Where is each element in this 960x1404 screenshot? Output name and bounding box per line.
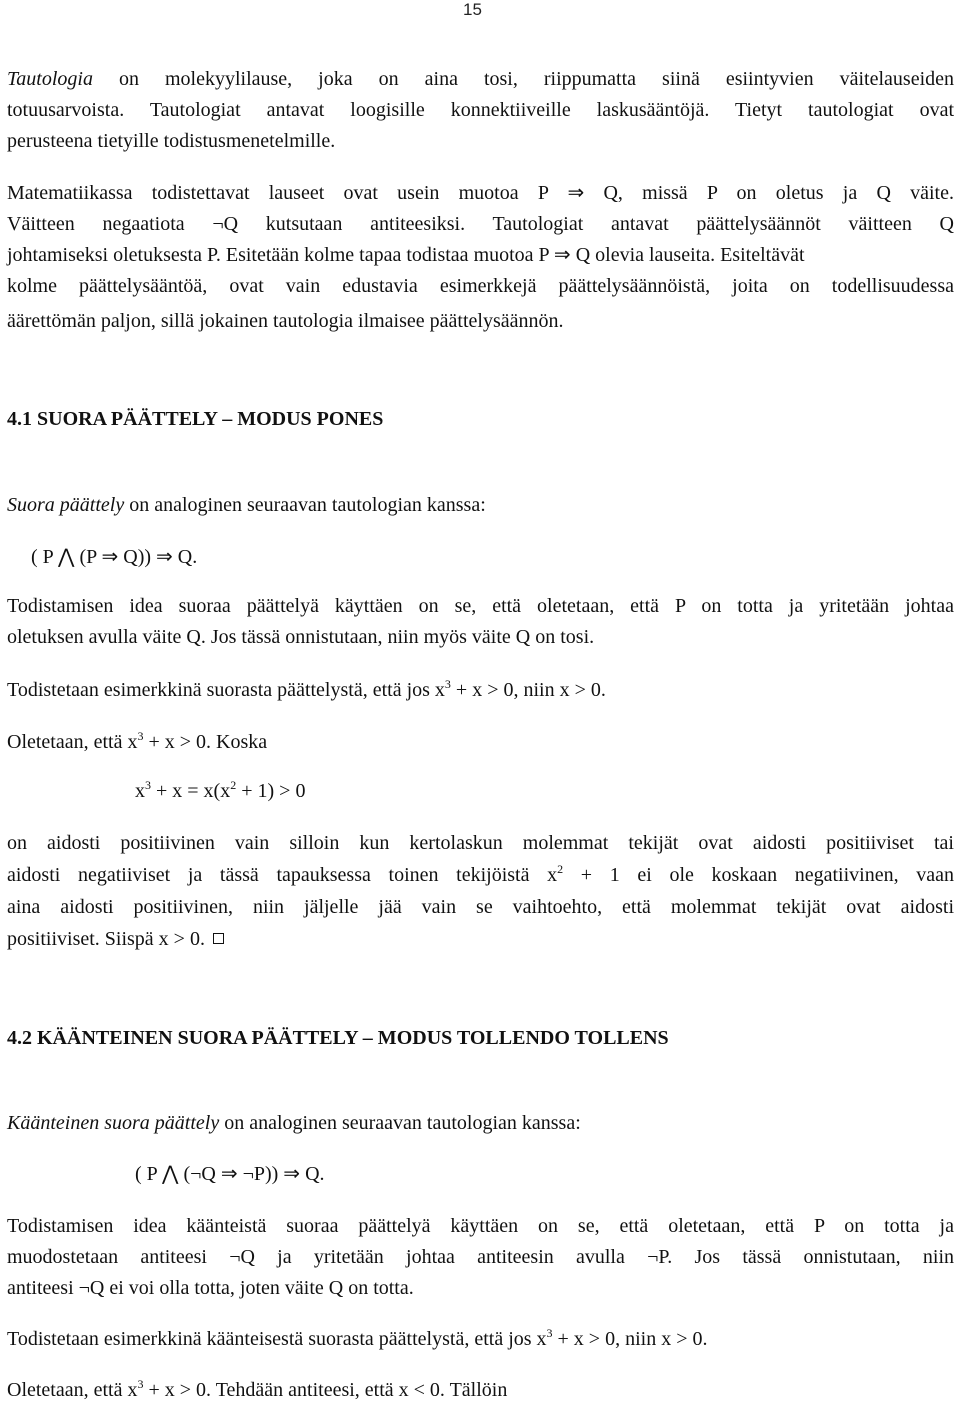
section1-formula: ( P ⋀ (P ⇒ Q)) ⇒ Q. bbox=[31, 546, 198, 568]
text: Todistetaan esimerkkinä suorasta päättelystä, että jos x bbox=[7, 679, 445, 701]
section2-example-statement bbox=[7, 1326, 954, 1352]
superscript: 3 bbox=[137, 1377, 144, 1391]
text: x bbox=[135, 780, 145, 802]
term-kaanteinen-suora-paattely: Käänteinen suora päättely bbox=[7, 1112, 220, 1134]
section1-idea-line-2: oletuksen avulla väite Q. Jos tässä onnistutaan, niin myös väite Q on tosi. bbox=[7, 626, 595, 648]
text: Oletetaan, että x bbox=[7, 731, 138, 753]
section2-idea-line-3: antiteesi ¬Q ei voi olla totta, joten väite Q on totta. bbox=[7, 1277, 414, 1299]
section2-formula: ( P ⋀ (¬Q ⇒ ¬P)) ⇒ Q. bbox=[135, 1163, 325, 1185]
para1-line-1-text: on molekyylilause, joka on aina tosi, riippumatta siinä esiintyvien väitelauseiden bbox=[92, 68, 954, 90]
section1-definition bbox=[7, 492, 954, 518]
text: + x > 0, niin x > 0. bbox=[552, 1328, 708, 1350]
section2-idea-line-1: Todistamisen idea käänteistä suoraa päättelyä käyttäen on se, että oletetaan, että P on totta ja bbox=[7, 1215, 954, 1237]
section1-idea-line-1: Todistamisen idea suoraa päättelyä käyttäen on se, että oletetaan, että P on totta ja yritetään johtaa bbox=[7, 595, 954, 617]
text: + x > 0, niin x > 0. bbox=[450, 679, 606, 701]
superscript: 3 bbox=[137, 729, 144, 743]
superscript: 3 bbox=[546, 1326, 553, 1340]
para1-line-1 bbox=[7, 66, 954, 92]
para1-line-2: totuusarvoista. Tautologiat antavat loogisille konnektiiveille laskusääntöjä. Tietyt tautologiat ovat bbox=[7, 99, 954, 121]
para2-line-3: johtamiseksi oletuksesta P. Esitetään kolme tapaa todistaa muotoa P ⇒ Q olevia lauseita. Esiteltävät bbox=[7, 244, 805, 266]
superscript: 3 bbox=[145, 778, 151, 792]
text: + x = x(x bbox=[151, 780, 231, 802]
text: + 1 ei ole koskaan negatiivinen, vaan bbox=[563, 864, 955, 886]
para1-line-3: perusteena tietyille todistusmenetelmille. bbox=[7, 130, 336, 152]
page-number: 15 bbox=[463, 0, 482, 19]
text: positiiviset. Siispä x > 0. bbox=[7, 928, 205, 950]
section1-conclusion-line-3: aina aidosti positiivinen, niin jäljelle jää vain se vaihtoehto, että molemmat tekijät ovat aidosti bbox=[7, 896, 954, 918]
text: Oletetaan, että x bbox=[7, 1379, 138, 1401]
para2-line-4: kolme päättelysääntöä, ovat vain edustavia esimerkkejä päättelysäännöistä, joita on todellisuudessa bbox=[7, 275, 954, 297]
text: + 1) > 0 bbox=[236, 780, 306, 802]
section2-idea-line-2: muodostetaan antiteesi ¬Q ja yritetään johtaa antiteesin avulla ¬P. Jos tässä onnistutaan, niin bbox=[7, 1246, 954, 1268]
text: aidosti negatiiviset ja tässä tapauksessa toinen tekijöistä x bbox=[7, 864, 558, 886]
superscript: 2 bbox=[557, 862, 564, 876]
text: Todistetaan esimerkkinä käänteisestä suorasta päättelystä, että jos x bbox=[7, 1328, 547, 1350]
section1-conclusion-line-1: on aidosti positiivinen vain silloin kun kertolaskun molemmat tekijät ovat aidosti positiiviset tai bbox=[7, 832, 954, 854]
para2-line-1: Matematiikassa todistettavat lauseet ovat usein muotoa P ⇒ Q, missä P on oletus ja Q väite. bbox=[7, 182, 954, 204]
text: + x > 0. Koska bbox=[143, 731, 268, 753]
superscript: 3 bbox=[444, 677, 451, 691]
section1-assumption bbox=[7, 729, 954, 755]
section1-equation bbox=[135, 778, 954, 804]
section1-example-statement bbox=[7, 677, 954, 703]
term-tautologia: Tautologia bbox=[7, 68, 93, 90]
para2-line-2: Väitteen negaatiota ¬Q kutsutaan antiteesiksi. Tautologiat antavat päättelysäännöt väitteen Q bbox=[7, 213, 954, 235]
superscript: 2 bbox=[230, 778, 237, 792]
text: + x > 0. Tehdään antiteesi, että x < 0. Tällöin bbox=[143, 1379, 508, 1401]
section-heading-4-1: 4.1 SUORA PÄÄTTELY – MODUS PONES bbox=[7, 408, 384, 430]
section2-definition-text: on analoginen seuraavan tautologian kanssa: bbox=[219, 1112, 581, 1134]
section2-assumption bbox=[7, 1377, 954, 1403]
term-suora-paattely: Suora päättely bbox=[7, 494, 125, 516]
section1-conclusion-line-4 bbox=[7, 926, 954, 952]
section-heading-4-2: 4.2 KÄÄNTEINEN SUORA PÄÄTTELY – MODUS TOLLENDO TOLLENS bbox=[7, 1027, 669, 1049]
para2-line-5: äärettömän paljon, sillä jokainen tautologia ilmaisee päättelysäännön. bbox=[7, 310, 564, 332]
qed-square-icon bbox=[213, 933, 224, 944]
section1-conclusion-line-2 bbox=[7, 862, 954, 888]
section2-definition bbox=[7, 1110, 954, 1136]
section1-definition-text: on analoginen seuraavan tautologian kanssa: bbox=[124, 494, 486, 516]
